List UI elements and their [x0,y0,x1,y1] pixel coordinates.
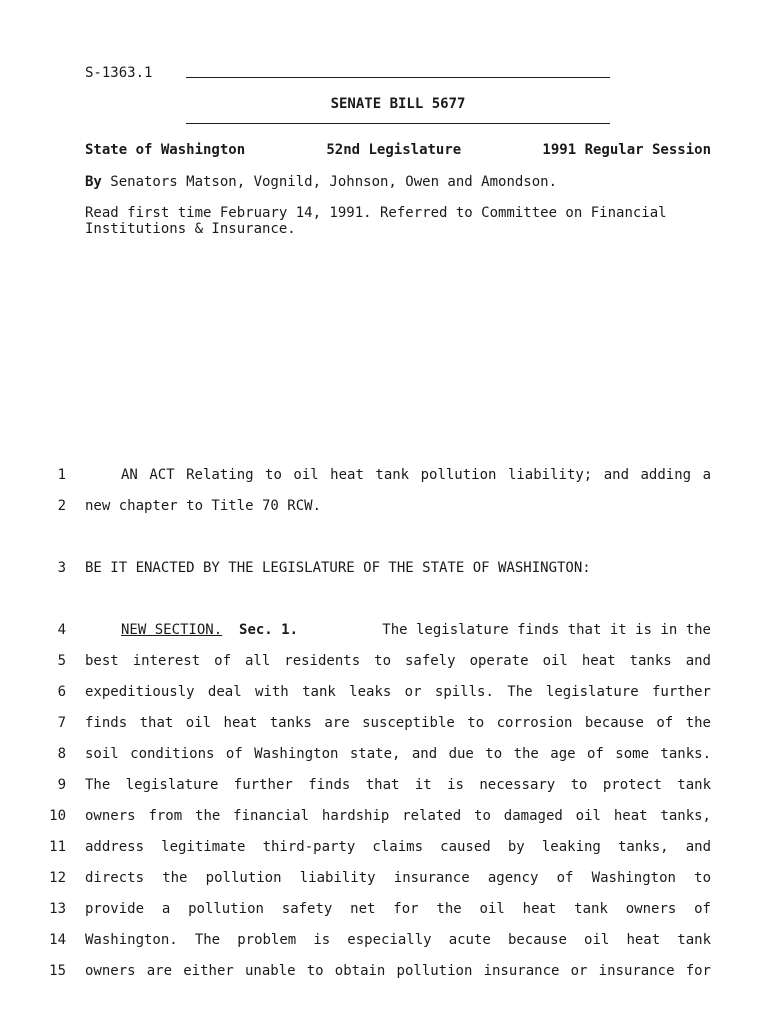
line-text: owners are either unable to obtain pollution insurance or insurance for [85,963,711,979]
bill-line [0,498,770,514]
line-text: provide a pollution safety net for the oil heat tank owners of [85,901,711,917]
bill-line [0,746,770,762]
line-number: 5 [57,653,66,669]
line-number: 9 [57,777,66,793]
line-number: 7 [57,715,66,731]
sponsors-line [85,174,557,190]
line-number: 2 [57,498,66,514]
bill-line [0,684,770,700]
top-rule [186,77,610,78]
bill-line [0,839,770,855]
line-text: AN ACT Relating to oil heat tank pollution liability; and adding a [121,467,711,483]
bill-line [0,901,770,917]
section-text: The legislature finds that it is in the [382,622,711,638]
legislature-label: 52nd Legislature [326,142,462,158]
state-label: State of Washington [85,142,246,158]
line-number: 12 [49,870,66,886]
bill-line [0,653,770,669]
line-text: address legitimate third-party claims caused by leaking tanks, and [85,839,711,855]
line-number: 14 [49,932,66,948]
line-text: expeditiously deal with tank leaks or spills. The legislature further [85,684,711,700]
line-text: directs the pollution liability insurance agency of Washington to [85,870,711,886]
line-text: finds that oil heat tanks are susceptible to corrosion because of the [85,715,711,731]
bill-line [0,808,770,824]
title-rule [186,123,610,124]
line-number: 4 [57,622,66,638]
sponsors-text: Senators Matson, Vognild, Johnson, Owen and Amondson. [101,174,558,190]
by-label: By [85,174,102,190]
bill-line [0,932,770,948]
line-text: Washington. The problem is especially acute because oil heat tank [85,932,711,948]
line-number: 10 [49,808,66,824]
line-text: BE IT ENACTED BY THE LEGISLATURE OF THE STATE OF WASHINGTON: [85,560,591,576]
new-section-label [121,622,298,638]
new-section-heading: NEW SECTION. [121,622,223,638]
bill-title: SENATE BILL 5677 [330,96,466,112]
section-number: Sec. 1. [239,622,299,638]
line-number: 13 [49,901,66,917]
line-text: new chapter to Title 70 RCW. [85,498,322,514]
bill-line [0,715,770,731]
line-text: best interest of all residents to safely operate oil heat tanks and [85,653,711,669]
session-info-row [85,142,711,158]
bill-code: S-1363.1 [85,65,153,81]
line-number: 15 [49,963,66,979]
bill-line [0,870,770,886]
line-text: owners from the financial hardship related to damaged oil heat tanks, [85,808,711,824]
line-number: 1 [57,467,66,483]
line-number: 11 [49,839,66,855]
line-number: 3 [57,560,66,576]
read-first-note: Read first time February 14, 1991. Referred to Committee on Financial Institutions & Insurance. [85,205,667,237]
line-number: 6 [57,684,66,700]
bill-line [0,560,770,576]
line-number: 8 [57,746,66,762]
bill-line [0,622,770,638]
bill-line [0,467,770,483]
bill-line [0,777,770,793]
line-text: soil conditions of Washington state, and due to the age of some tanks. [85,746,711,762]
line-text [85,622,711,638]
line-text: The legislature further finds that it is necessary to protect tank [85,777,711,793]
bill-line [0,963,770,979]
session-label: 1991 Regular Session [542,142,711,158]
